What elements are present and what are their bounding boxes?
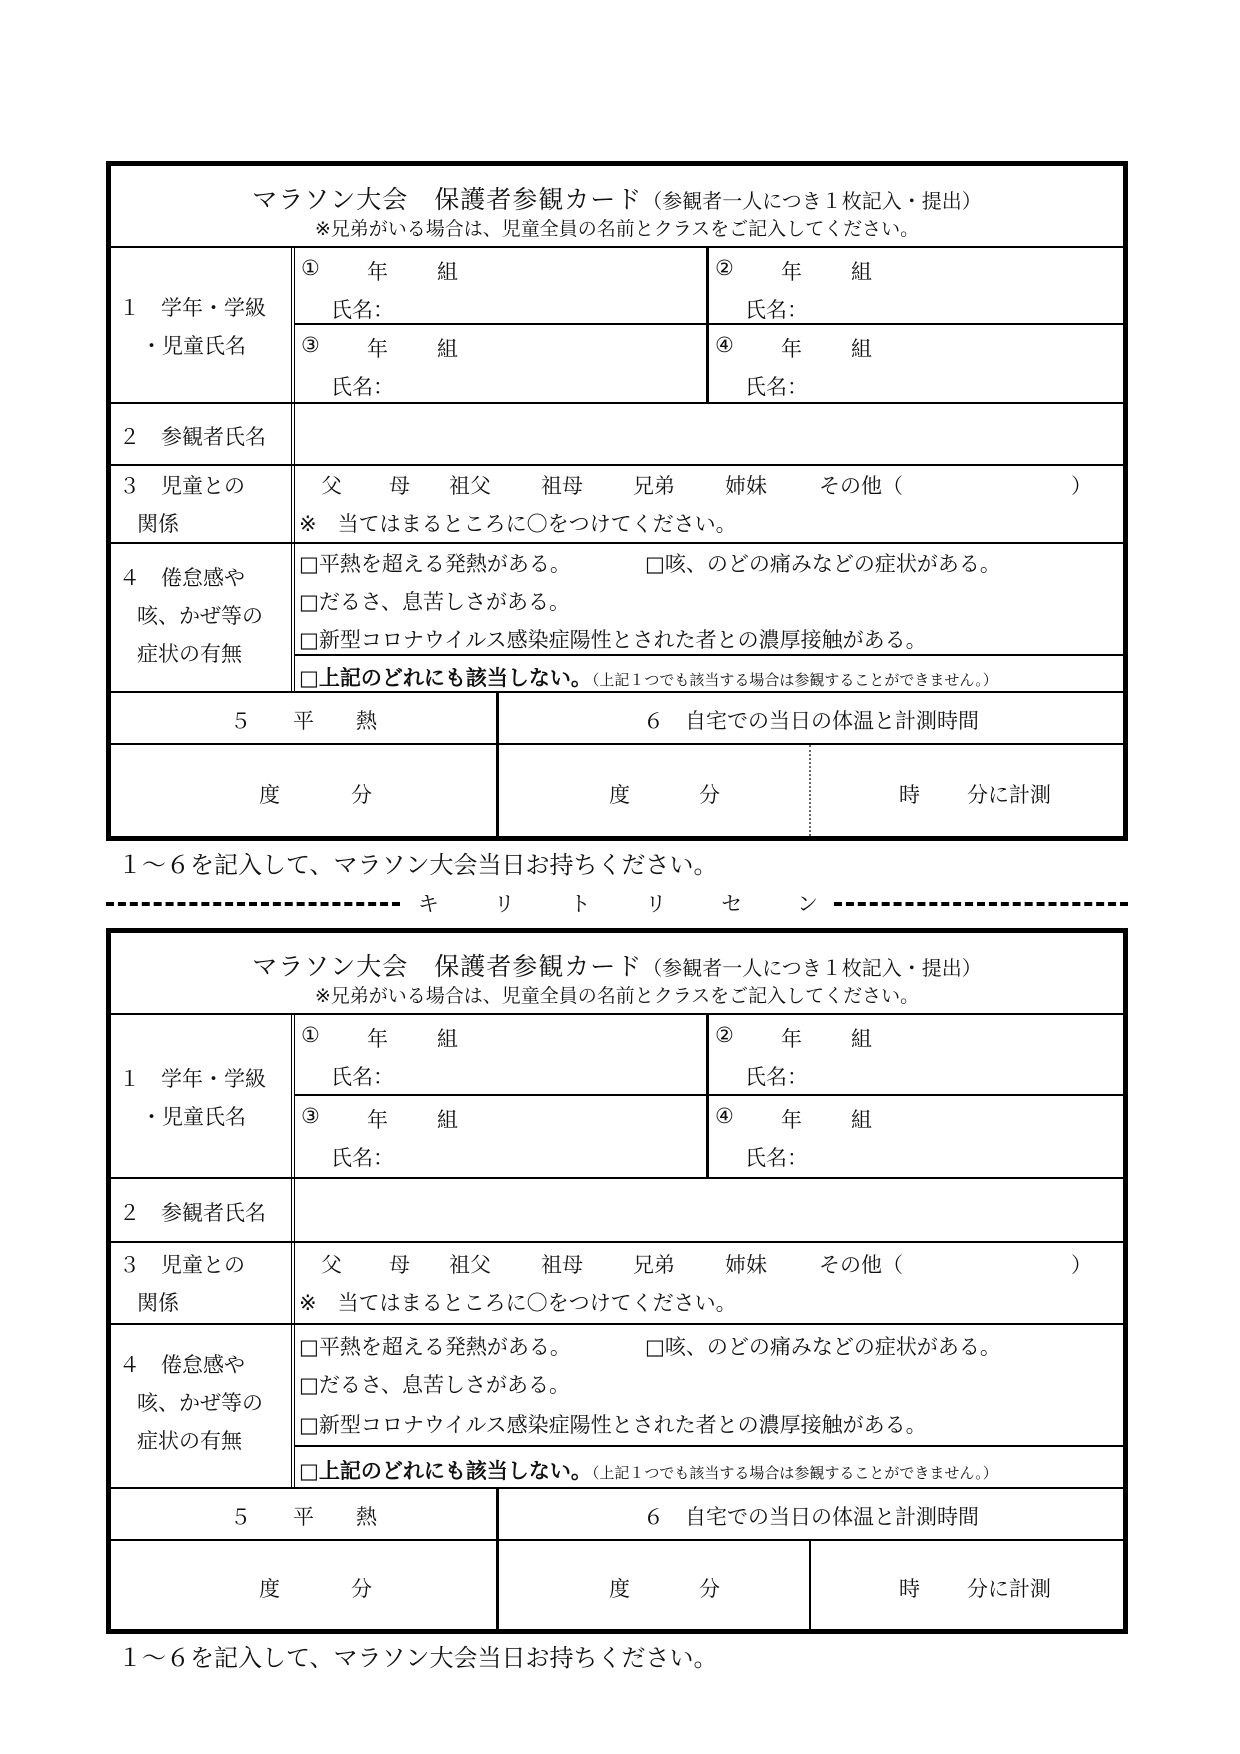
section-5-label: ５ 平 熱	[230, 1505, 377, 1529]
section-2-label	[111, 1179, 295, 1241]
home-temp-field[interactable]	[499, 1541, 809, 1629]
student-entry-2[interactable]	[709, 248, 1123, 325]
student-entry-4[interactable]	[709, 1096, 1123, 1177]
measure-time-field[interactable]	[811, 745, 1123, 836]
entry-number: ②	[715, 1023, 734, 1047]
temp-decimal-label: 分	[351, 783, 372, 807]
section-3-label	[111, 1243, 295, 1323]
card-title-sub: （参観者一人につき１枚記入・提出）	[642, 189, 982, 213]
hour-label: 時	[899, 783, 920, 807]
section-3-label-line2: 関係	[137, 512, 179, 536]
class-label: 組	[437, 260, 458, 284]
option-father[interactable]: 父	[321, 474, 342, 498]
cut-dash-left	[106, 902, 400, 906]
option-sisters[interactable]: 姉妹	[725, 474, 767, 498]
hour-label: 時	[899, 1577, 920, 1601]
entry-number: ①	[301, 256, 320, 280]
section-2-label-text: ２ 参観者氏名	[119, 425, 266, 449]
card-title-row	[111, 166, 1123, 248]
card-title	[111, 947, 1123, 983]
cut-label	[418, 888, 818, 918]
option-mother[interactable]: 母	[389, 1253, 410, 1277]
section-1-label-line1: １ 学年・学級	[119, 1067, 266, 1091]
measure-time-field[interactable]	[811, 1541, 1123, 1629]
cut-char: リ	[493, 892, 515, 916]
relationship-instruction: ※ 当てはまるところに〇をつけてください。	[299, 512, 737, 536]
card-title-main: マラソン大会 保護者参観カード	[252, 952, 643, 981]
section-4-label	[111, 1325, 295, 1487]
card-note: ※兄弟がいる場合は、児童全員の名前とクラスをご記入してください。	[314, 218, 920, 240]
none-applicable-row	[295, 654, 1123, 691]
normal-temp-field[interactable]	[111, 1541, 496, 1629]
class-label: 組	[437, 337, 458, 361]
option-sisters[interactable]: 姉妹	[725, 1253, 767, 1277]
entry-number: ④	[715, 333, 734, 357]
class-label: 組	[851, 260, 872, 284]
option-brothers[interactable]: 兄弟	[633, 474, 675, 498]
section-3-label	[111, 466, 295, 542]
cut-char: ト	[569, 892, 591, 916]
section-2-row	[111, 1179, 1123, 1243]
name-label: 氏名：	[331, 375, 394, 399]
section-2-label-text: ２ 参観者氏名	[119, 1201, 266, 1225]
cut-line	[106, 888, 1128, 918]
section-3-content	[295, 1243, 1123, 1323]
section-4-content	[295, 544, 1123, 691]
temp-degree-label: 度	[259, 1577, 280, 1601]
grade-label: 年	[781, 337, 802, 361]
section-4-content	[295, 1325, 1123, 1487]
option-brothers[interactable]: 兄弟	[633, 1253, 675, 1277]
entry-number: ①	[301, 1023, 320, 1047]
section-5-label: ５ 平 熱	[230, 709, 377, 733]
none-applicable-label: □上記のどれにも該当しない。	[299, 1459, 592, 1483]
option-grandmother[interactable]: 祖母	[541, 1253, 583, 1277]
section-5-6-header-row	[111, 1489, 1123, 1541]
home-temp-degree-label: 度	[609, 783, 630, 807]
minute-measured-label: 分に計測	[967, 1577, 1051, 1601]
relationship-options	[321, 470, 1092, 500]
option-grandfather[interactable]: 祖父	[449, 1253, 491, 1277]
section-2-row	[111, 404, 1123, 466]
section-6-label: ６ 自宅での当日の体温と計測時間	[643, 709, 979, 733]
student-entry-1[interactable]	[295, 248, 709, 325]
cut-dash-right	[834, 902, 1128, 906]
section-6-label: ６ 自宅での当日の体温と計測時間	[643, 1505, 979, 1529]
name-label: 氏名：	[331, 298, 394, 322]
section-4-label-line3: 症状の有無	[137, 1429, 242, 1453]
section-4-row	[111, 544, 1123, 693]
home-temp-decimal-label: 分	[699, 783, 720, 807]
section-4-label-line3: 症状の有無	[137, 642, 242, 666]
grade-label: 年	[367, 1108, 388, 1132]
card-note: ※兄弟がいる場合は、児童全員の名前とクラスをご記入してください。	[314, 985, 920, 1007]
cut-char: セ	[721, 892, 743, 916]
home-temp-field[interactable]	[499, 745, 809, 836]
option-father[interactable]: 父	[321, 1253, 342, 1277]
visitor-name-field[interactable]	[295, 404, 1123, 464]
student-entry-3[interactable]	[295, 325, 709, 402]
grade-label: 年	[367, 260, 388, 284]
symptom-fever-checkbox[interactable]: □平熱を超える発熱がある。	[299, 1335, 571, 1359]
name-label: 氏名：	[745, 375, 808, 399]
option-other[interactable]: その他（ ）	[819, 474, 1092, 498]
temp-degree-label: 度	[259, 783, 280, 807]
section-1-label	[111, 1015, 295, 1177]
section-4-label-line2: 咳、かぜ等の	[137, 1391, 263, 1415]
grade-label: 年	[781, 1027, 802, 1051]
section-2-label	[111, 404, 295, 464]
card-title-main: マラソン大会 保護者参観カード	[252, 185, 643, 214]
symptom-fatigue-checkbox[interactable]: □だるさ、息苦しさがある。	[299, 590, 571, 614]
card-title	[111, 180, 1123, 216]
name-label: 氏名：	[331, 1065, 394, 1089]
none-applicable-label: □上記のどれにも該当しない。	[299, 666, 592, 690]
normal-temp-field[interactable]	[111, 745, 496, 836]
symptom-cough-checkbox[interactable]: □咳、のどの痛みなどの症状がある。	[645, 552, 1001, 576]
none-applicable-note: （上記１つでも該当する場合は参観することができません。）	[591, 1464, 998, 1482]
viewing-card-1	[106, 161, 1128, 841]
symptom-cough-checkbox[interactable]: □咳、のどの痛みなどの症状がある。	[645, 1335, 1001, 1359]
option-grandmother[interactable]: 祖母	[541, 474, 583, 498]
none-applicable-checkbox[interactable]	[299, 662, 998, 692]
entry-number: ②	[715, 256, 734, 280]
section-1-content	[295, 248, 1123, 402]
name-label: 氏名：	[331, 1146, 394, 1170]
card-1-footer: １～６を記入して、マラソン大会当日お持ちください。	[118, 851, 718, 879]
grade-label: 年	[367, 337, 388, 361]
none-applicable-row	[295, 1445, 1123, 1487]
student-entry-1[interactable]	[295, 1015, 709, 1096]
class-label: 組	[851, 1027, 872, 1051]
minute-measured-label: 分に計測	[967, 783, 1051, 807]
class-label: 組	[851, 1108, 872, 1132]
none-applicable-checkbox[interactable]	[299, 1455, 998, 1485]
section-1-label	[111, 248, 295, 402]
student-entry-3[interactable]	[295, 1096, 709, 1177]
name-label: 氏名：	[745, 298, 808, 322]
grade-label: 年	[781, 260, 802, 284]
section-4-label-line2: 咳、かぜ等の	[137, 604, 263, 628]
symptom-fever-checkbox[interactable]: □平熱を超える発熱がある。	[299, 552, 571, 576]
section-5-6-header-row	[111, 693, 1123, 745]
student-entry-2[interactable]	[709, 1015, 1123, 1096]
section-4-label-line1: ４ 倦怠感や	[119, 566, 245, 590]
home-temp-degree-label: 度	[609, 1577, 630, 1601]
home-temp-decimal-label: 分	[699, 1577, 720, 1601]
card-2-footer: １～６を記入して、マラソン大会当日お持ちください。	[118, 1644, 718, 1672]
section-3-label-line2: 関係	[137, 1291, 179, 1315]
viewing-card-2	[106, 928, 1128, 1634]
section-4-label-line1: ４ 倦怠感や	[119, 1353, 245, 1377]
entry-number: ④	[715, 1104, 734, 1128]
section-4-label	[111, 544, 295, 691]
section-1-content	[295, 1015, 1123, 1177]
section-5-6-values-row	[111, 1541, 1123, 1629]
card-title-sub: （参観者一人につき１枚記入・提出）	[642, 956, 982, 980]
symptom-contact-checkbox[interactable]: □新型コロナウイルス感染症陽性とされた者との濃厚接触がある。	[299, 1413, 927, 1437]
relationship-options	[321, 1249, 1092, 1279]
grade-label: 年	[367, 1027, 388, 1051]
name-label: 氏名：	[745, 1065, 808, 1089]
symptom-contact-checkbox[interactable]: □新型コロナウイルス感染症陽性とされた者との濃厚接触がある。	[299, 628, 927, 652]
name-label: 氏名：	[745, 1146, 808, 1170]
section-4-row	[111, 1325, 1123, 1489]
symptom-fatigue-checkbox[interactable]: □だるさ、息苦しさがある。	[299, 1373, 571, 1397]
temp-decimal-label: 分	[351, 1577, 372, 1601]
none-applicable-note: （上記１つでも該当する場合は参観することができません。）	[591, 671, 998, 689]
entry-number: ③	[301, 1104, 320, 1128]
visitor-name-field[interactable]	[295, 1179, 1123, 1241]
section-1-label-line2: ・児童氏名	[141, 334, 246, 358]
section-3-label-line1: ３ 児童との	[119, 1253, 245, 1277]
class-label: 組	[851, 337, 872, 361]
section-3-content	[295, 466, 1123, 542]
section-1-label-line1: １ 学年・学級	[119, 296, 266, 320]
class-label: 組	[437, 1108, 458, 1132]
card-title-row	[111, 933, 1123, 1015]
relationship-instruction: ※ 当てはまるところに〇をつけてください。	[299, 1291, 737, 1315]
class-label: 組	[437, 1027, 458, 1051]
cut-char: ン	[796, 892, 818, 916]
entry-number: ③	[301, 333, 320, 357]
section-1-row	[111, 248, 1123, 404]
option-other[interactable]: その他（ ）	[819, 1253, 1092, 1277]
section-1-label-line2: ・児童氏名	[141, 1105, 246, 1129]
section-3-label-line1: ３ 児童との	[119, 474, 245, 498]
section-5-6-values-row	[111, 745, 1123, 836]
grade-label: 年	[781, 1108, 802, 1132]
section-3-row	[111, 1243, 1123, 1325]
section-3-row	[111, 466, 1123, 544]
option-grandfather[interactable]: 祖父	[449, 474, 491, 498]
section-1-row	[111, 1015, 1123, 1179]
cut-char: キ	[418, 892, 439, 916]
option-mother[interactable]: 母	[389, 474, 410, 498]
cut-char: リ	[645, 892, 667, 916]
student-entry-4[interactable]	[709, 325, 1123, 402]
